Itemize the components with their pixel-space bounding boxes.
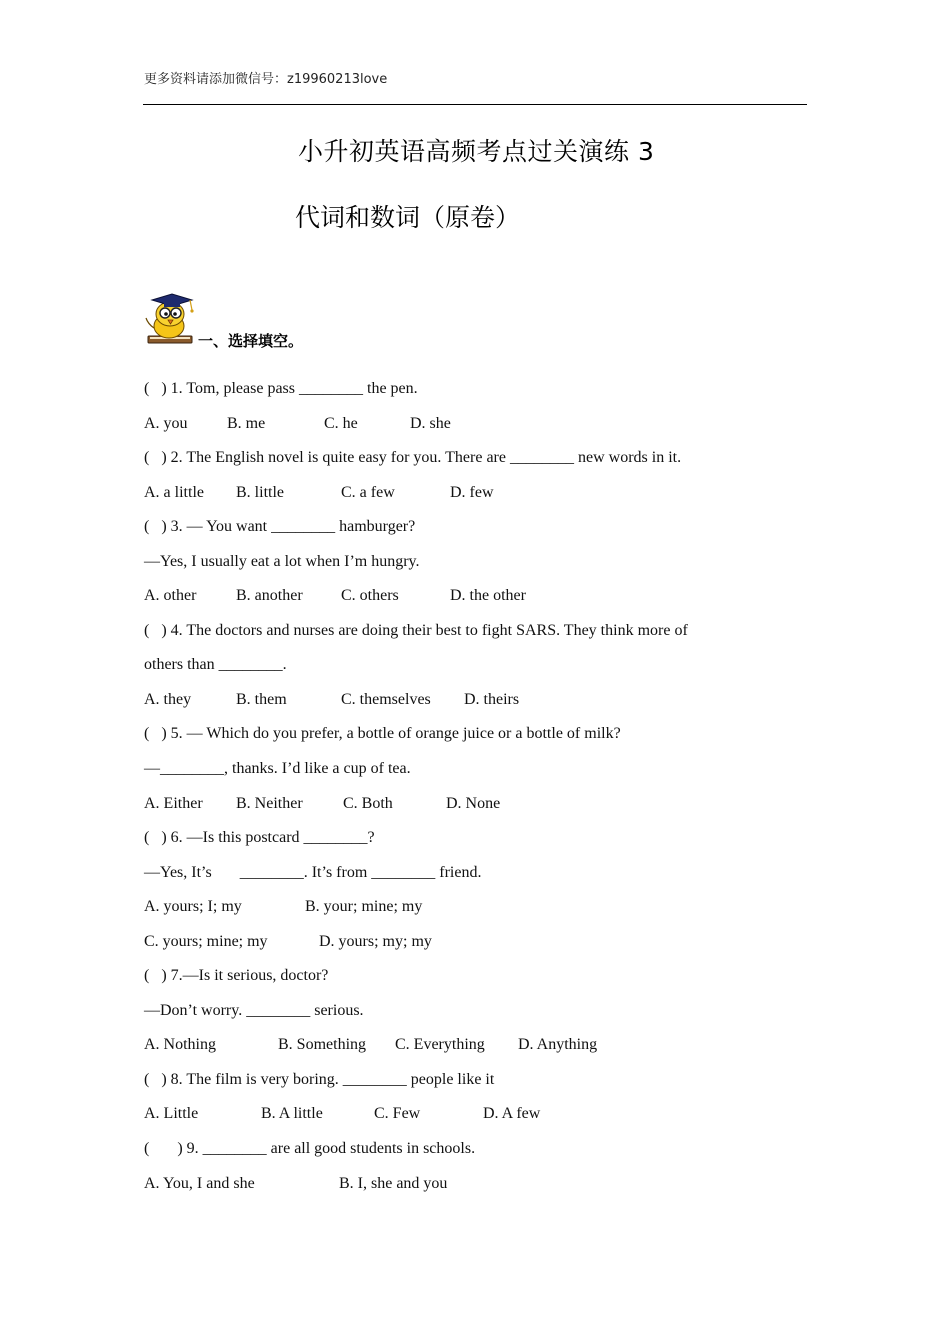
header-divider xyxy=(143,104,807,105)
q2-option-b: B. little xyxy=(236,484,284,501)
q2-option-c: C. a few xyxy=(341,484,395,501)
question-5: ( ) 5. — Which do you prefer, a bottle of orange juice or a bottle of milk? xyxy=(144,725,621,742)
q8-option-d: D. A few xyxy=(483,1105,541,1122)
q1-option-a: A. you xyxy=(144,415,188,432)
q8-option-c: C. Few xyxy=(374,1105,421,1122)
q4-option-b: B. them xyxy=(236,691,287,708)
question-2: ( ) 2. The English novel is quite easy for you. There are ________ new words in it. xyxy=(144,449,682,466)
q3-option-b: B. another xyxy=(236,587,303,604)
q4-option-c: C. themselves xyxy=(341,691,431,708)
section-heading: 一、选择填空。 xyxy=(198,332,304,350)
graduate-mascot-icon xyxy=(142,290,196,346)
question-3: ( ) 3. — You want ________ hamburger? xyxy=(144,518,416,535)
q4-option-d: D. theirs xyxy=(464,691,520,708)
q5-option-c: C. Both xyxy=(343,795,393,812)
q3-option-c: C. others xyxy=(341,587,399,604)
q8-option-a: A. Little xyxy=(144,1105,199,1122)
question-4-cont: others than ________. xyxy=(144,656,287,673)
q5-option-b: B. Neither xyxy=(236,795,303,812)
question-1: ( ) 1. Tom, please pass ________ the pen. xyxy=(144,380,418,397)
question-7-reply: —Don’t worry. ________ serious. xyxy=(144,1002,364,1019)
q7-option-b: B. Something xyxy=(278,1036,367,1053)
header-note: 更多资料请添加微信号：z19960213love xyxy=(144,72,388,87)
question-3-reply: —Yes, I usually eat a lot when I’m hungry. xyxy=(144,553,420,570)
q7-option-a: A. Nothing xyxy=(144,1036,216,1053)
page-subtitle: 代词和数词（原卷） xyxy=(295,203,521,232)
q5-option-a: A. Either xyxy=(144,795,203,812)
q9-option-b: B. I, she and you xyxy=(339,1175,448,1192)
question-5-reply: —________, thanks. I’d like a cup of tea. xyxy=(144,760,411,777)
q6-option-c: C. yours; mine; my xyxy=(144,933,268,950)
q2-option-a: A. a little xyxy=(144,484,204,501)
question-6: ( ) 6. —Is this postcard ________? xyxy=(144,829,375,846)
question-6-reply: —Yes, It’s ________. It’s from ________ friend. xyxy=(144,864,482,881)
question-4: ( ) 4. The doctors and nurses are doing their best to fight SARS. They think more of xyxy=(144,622,688,639)
page-title: 小升初英语高频考点过关演练 3 xyxy=(298,137,655,166)
q1-option-b: B. me xyxy=(227,415,266,432)
q6-option-a: A. yours; I; my xyxy=(144,898,242,915)
q9-option-a: A. You, I and she xyxy=(144,1175,255,1192)
q1-option-d: D. she xyxy=(410,415,451,432)
question-9: ( ) 9. ________ are all good students in schools. xyxy=(144,1140,476,1157)
q8-option-b: B. A little xyxy=(261,1105,323,1122)
q7-option-d: D. Anything xyxy=(518,1036,598,1053)
q6-option-d: D. yours; my; my xyxy=(319,933,432,950)
q2-option-d: D. few xyxy=(450,484,494,501)
q5-option-d: D. None xyxy=(446,795,501,812)
q1-option-c: C. he xyxy=(324,415,358,432)
q7-option-c: C. Everything xyxy=(395,1036,485,1053)
q3-option-d: D. the other xyxy=(450,587,526,604)
q6-option-b: B. your; mine; my xyxy=(305,898,423,915)
q3-option-a: A. other xyxy=(144,587,197,604)
question-8: ( ) 8. The film is very boring. ________ people like it xyxy=(144,1071,495,1088)
question-7: ( ) 7.—Is it serious, doctor? xyxy=(144,967,329,984)
q4-option-a: A. they xyxy=(144,691,192,708)
